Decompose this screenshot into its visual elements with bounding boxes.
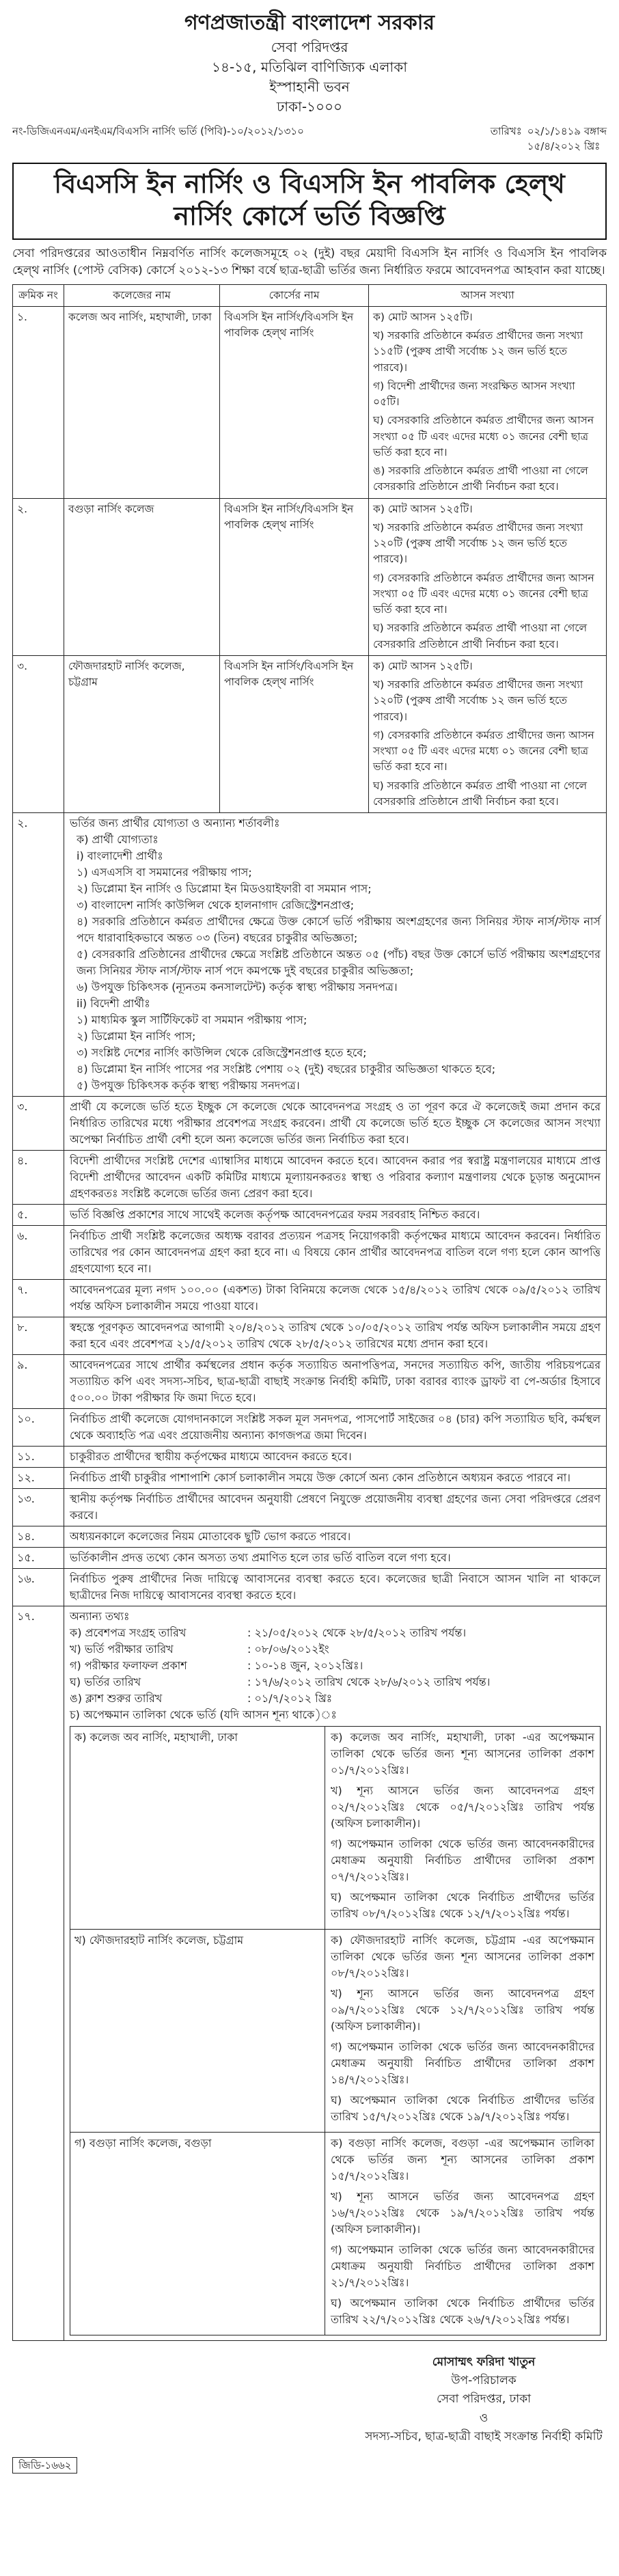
rule-text: ভর্তিকালীন প্রদত্ত তথ্যে কোন অসত্য তথ্য প্রমাণিত হলে তার ভর্তি বাতিল বলে গণ্য হবে। [70,1551,451,1564]
seat-line: গ) বিদেশী প্রার্থীদের জন্য সংরক্ষিত আসন সংখ্যা ০৫টি। [373,379,575,408]
memo-date [491,124,607,154]
rule-text: প্রার্থী যে কলেজে ভর্তি হতে ইচ্ছুক সে কলেজে থেকে আবেদনপত্র সংগ্রহ ও তা পূরণ করে ঐ কলেজেই জমা প্রদান করে নির্ধারিত তারিখের মধ্যে পরীক্ষার প্রবেশপত্র সংগ্রহ করবেন। প্রার্থী যে কলেজে ভর্তি হতে ইচ্ছুক সে কলেজের আসন সংখ্যা অপেক্ষা নির্বাচিত প্রার্থী বেশী হলে অন্য কলেজে ভর্তির জন্য নির্বাচিত করা হবে। [70,1100,601,1146]
headline-line-2: নার্সিং কোর্সে ভর্তি বিজ্ঞপ্তি [174,201,445,231]
rule-15 [12,1548,607,1569]
schedule-item [70,1658,601,1674]
row-course: বিএসসি ইন নার্সিং/বিএসসি ইন পাবলিক হেল্থ নার্সিং [220,306,369,498]
rule-6 [12,1226,607,1280]
table-row [13,498,607,655]
rule-number: ৭. [13,1280,64,1317]
memo-number: নং-ডিজিএনএম/এনইএম/বিএসসি নার্সিং ভর্তি (পিবি)-১০/২০১২/১৩১০ [12,124,304,137]
memo-row [12,124,607,154]
merit-item: ক) বগুড়া নার্সিং কলেজ, বগুড়া -এর অপেক্ষমান তালিকা থেকে ভর্তির জন্য শূন্য আসনের তালিকা প্রকাশ ১৫/৭/২০১২খ্রিঃ। [331,2137,594,2182]
merit-item: ঘ) অপেক্ষমান তালিকা থেকে নির্বাচিত প্রার্থীদের ভর্তির তারিখ ১৫/৭/২০১২খ্রিঃ থেকে ১৯/৭/২০১২খ্রিঃ পর্যন্ত। [331,2094,594,2123]
rule-line: ৫) বেসরকারি প্রতিষ্ঠানের প্রার্থীদের ক্ষেত্রে সংশ্লিষ্ট প্রতিষ্ঠানে অন্তত ০৫ (পাঁচ) বছর উক্ত কোর্সে ভর্তি পরীক্ষায় অংশগ্রহণের জন্য সিনিয়র স্টাফ নার্স/স্টাফ নার্স পদে কমপক্ষে দুই বছরের চাকুরীর অভিজ্ঞতা; [77,948,601,977]
merit-items [325,1727,600,1929]
signatory-and: ও [479,2411,489,2425]
rule-11 [12,1447,607,1468]
rule-line: ক) প্রার্থী যোগ্যতাঃ [77,833,159,846]
government-title: গণপ্রজাতন্ত্রী বাংলাদেশ সরকার [184,11,435,35]
rule-9 [12,1355,607,1409]
rule-2 [12,813,607,1097]
rule-13 [12,1489,607,1526]
merit-item: খ) শূন্য আসনে ভর্তির জন্য আবেদনপত্র গ্রহণ ০২/৭/২০১২খ্রিঃ থেকে ০৫/৭/২০১২খ্রিঃ তারিখ পর্যন্ত (অফিস চলাকালীন)। [331,1784,594,1830]
schedule-value: : ১৭/৬/২০১২ তারিখ থেকে ২৮/৬/২০১২ তারিখ পর্যন্ত। [247,1675,491,1688]
rule-17-schedule [12,1606,607,2341]
conditions-list [12,813,607,2341]
schedule-label: ক) প্রবেশপত্র সংগ্রহ তারিখ [70,1626,187,1639]
schedule-item [70,1674,601,1690]
header-college: কলেজের নাম [64,284,220,306]
table-row [13,655,607,812]
seat-line: ঘ) বেসরকারি প্রতিষ্ঠানে কর্মরত প্রার্থীদের জন্য আসন সংখ্যা ০৫ টি এবং এদের মধ্যে ০১ জনের বেশী ছাত্র ভর্তি করা হবে না। [373,414,594,458]
header-serial: ক্রমিক নং [13,284,64,306]
seat-line: ক) মোট আসন ১২৫টি। [373,659,473,672]
address-line-1: ১৪-১৫, মতিঝিল বাণিজ্যিক এলাকা [211,58,407,75]
address-line-2: ইস্পাহানী ভবন [269,78,350,95]
merit-item: খ) শূন্য আসনে ভর্তির জন্য আবেদনপত্র গ্রহণ ১৬/৭/২০১২খ্রিঃ থেকে ১৯/৭/২০১২খ্রিঃ তারিখ পর্যন্ত (অফিস চলাকালীন)। [331,2190,594,2236]
rule-number: ১৫. [13,1548,64,1568]
rule-text: নির্বাচিত প্রার্থী সংশ্লিষ্ট কলেজের অধ্যক্ষ বরাবর প্রত্যয়ন পত্রসহ নিয়োগকারী কর্তৃপক্ষের মাধ্যমে আবেদন করবেন। নির্ধারিত তারিখের পর কোন আবেদনপত্র গ্রহণ করা হবে না। এ বিষয়ে কোন প্রার্থীর আবেদনপত্র বাতিল বলে গণ্য হলে কোন আপত্তি গ্রহণযোগ্য হবে না। [70,1229,601,1275]
rule-number: ৮. [13,1317,64,1354]
rule-text: স্বহস্তে পূরণকৃত আবেদনপত্র আগামী ২০/৪/২০১২ তারিখ থেকে ১০/০৫/২০১২ তারিখ পর্যন্ত অফিস চলাকালীন সময়ে গ্রহণ করা হবে এবং প্রবেশপত্র ২১/৫/২০১২ তারিখ থেকে ২৮/৫/২০১২ তারিখের মধ্যে প্রদান করা হবে। [70,1321,601,1350]
rule-number: ৯. [13,1355,64,1408]
rule-number: ৪. [13,1151,64,1204]
seat-line: ঙ) সরকারি প্রতিষ্ঠানে কর্মরত প্রার্থী পাওয়া না গেলে বেসরকারি প্রতিষ্ঠানে প্রার্থী নির্বাচন করা হবে। [373,465,588,493]
rule-14 [12,1526,607,1548]
row-seats [369,655,607,812]
rule-5 [12,1205,607,1226]
seat-line: ক) মোট আসন ১২৫টি। [373,502,473,515]
seats-table-header [13,284,607,306]
merit-item: গ) অপেক্ষমান তালিকা থেকে ভর্তির জন্য আবেদনকারীদের মেধাক্রম অনুযায়ী নির্বাচিত প্রার্থীদের তালিকা প্রকাশ ০৭/৭/২০১২খ্রিঃ। [331,1837,594,1883]
rule-line: i) বাংলাদেশী প্রার্থীঃ [77,849,163,862]
row-serial: ১. [13,306,64,498]
rule-16 [12,1569,607,1606]
merit-item: ক) কলেজ অব নার্সিং, মহাখালী, ঢাকা -এর অপেক্ষমান তালিকা থেকে ভর্তির জন্য শূন্য আসনের তালিকা প্রকাশ ০১/৭/২০১২খ্রিঃ। [331,1731,594,1777]
row-course: বিএসসি ইন নার্সিং/বিএসসি ইন পাবলিক হেল্থ নার্সিং [220,655,369,812]
row-seats [369,306,607,498]
rule-number: ২. [13,813,64,1096]
notice-page [12,0,607,2474]
schedule-label: খ) ভর্তি পরীক্ষার তারিখ [70,1643,174,1656]
memo-date-bangla: ০২/১/১৪১৯ বঙ্গাব্দ [527,124,607,137]
seat-line: গ) বেসরকারি প্রতিষ্ঠানে কর্মরত প্রার্থীদের জন্য আসন সংখ্যা ০৫ টি এবং এদের মধ্যে ০১ জনের বেশী ছাত্র ভর্তি করা হবে না। [373,571,594,616]
merit-table [70,1726,601,2335]
rule-text: বিদেশী প্রার্থীদের সংশ্লিষ্ট দেশের এ্যাম্বাসির মাধ্যমে আবেদন করতে হবে। আবেদন করার পর স্বরাষ্ট্র মন্ত্রণালয়ের মাধ্যমে প্রাপ্ত বিদেশী প্রার্থীদের আবেদন একটি কমিটির মাধ্যমে মূল্যায়নকরতঃ স্বাস্থ্য ও পরিবার কল্যাণ মন্ত্রণালয় থেকে চূড়ান্ত অনুমোদন গ্রহণকরতঃ সংশ্লিষ্ট কলেজে ভর্তির জন্য প্রেরণ করা হবে। [70,1154,601,1200]
rule-text: অধ্যয়নকালে কলেজের নিয়ম মোতাবেক ছুটি ভোগ করতে পারবে। [70,1530,351,1543]
merit-item: গ) অপেক্ষমান তালিকা থেকে ভর্তির জন্য আবেদনকারীদের মেধাক্রম অনুযায়ী নির্বাচিত প্রার্থীদের তালিকা প্রকাশ ১৪/৭/২০১২খ্রিঃ। [331,2040,594,2086]
merit-items [325,1930,600,2132]
rule-number: ১৪. [13,1526,64,1547]
footer-reference: জিডি-১৬৬২ [12,2457,77,2474]
intro-paragraph: সেবা পরিদপ্তরের আওতাধীন নিম্নবর্ণিত নার্সিং কলেজসমূহে ০২ (দুই) বছর মেয়াদী বিএসসি ইন নার্সিং ও বিএসসি ইন পাবলিক হেল্থ নার্সিং (পোস্ট বেসিক) কোর্সে ২০১২-১৩ শিক্ষা বর্ষে ছাত্র-ছাত্রী ভর্তির জন্য নির্ধারিত ফরমে আবেদনপত্র আহবান করা যাচ্ছে। [12,246,607,277]
row-serial: ৩. [13,655,64,812]
rule-line: ৫) উপযুক্ত চিকিৎসক কর্তৃক স্বাস্থ্য পরীক্ষায় সনদপত্র। [77,1079,300,1092]
merit-item: ঘ) অপেক্ষমান তালিকা থেকে নির্বাচিত প্রার্থীদের ভর্তির তারিখ ০৮/৭/২০১২খ্রিঃ থেকে ১২/৭/২০১২খ্রিঃ পর্যন্ত। [331,1891,594,1920]
merit-college: খ) ফৌজদারহাট নার্সিং কলেজ, চট্টগ্রাম [70,1930,325,2132]
schedule-value: : ১০-১৪ জুন, ২০১২খ্রিঃ। [247,1659,363,1672]
rule-text: ভর্তি বিজ্ঞপ্তি প্রকাশের সাথে সাথেই কলেজ কর্তৃপক্ষ আবেদনপত্রের ফরম সরবরাহ নিশ্চিত করবে। [70,1208,480,1221]
rule-number: ৩. [13,1097,64,1150]
schedule-value: : ২১/০৫/২০১২ থেকে ২৮/৫/২০১২ তারিখ পর্যন্ত। [247,1626,467,1639]
rule-text: স্থানীয় কর্তৃপক্ষ নির্বাচিত প্রার্থীদের আবেদন অনুযায়ী প্রেষণে নিযুক্তে প্রয়োজনীয় ব্যবস্থা গ্রহণের জন্য সেবা পরিদপ্তরে প্রেরণ করবে। [70,1492,601,1522]
rule-3 [12,1097,607,1151]
row-college: কলেজ অব নার্সিং, মহাখালী, ঢাকা [64,306,220,498]
schedule-block [64,1606,606,2340]
seat-line: ঘ) সরকারি প্রতিষ্ঠানে কর্মরত প্রার্থী পাওয়া না গেলে বেসরকারি প্রতিষ্ঠানে প্রার্থী নির্বাচন করা হবে। [373,779,588,808]
rule-line: ৬) উপযুক্ত চিকিৎসক (ন্যূনতম কনসালটেন্ট) কর্তৃক স্বাস্থ্য পরীক্ষায় সনদপত্র। [77,981,398,994]
department-name: সেবা পরিদপ্তর [271,38,348,55]
rule-number: ১০. [13,1409,64,1446]
merit-item: ক) ফৌজদারহাট নার্সিং কলেজ, চট্টগ্রাম -এর অপেক্ষমান তালিকা থেকে ভর্তির জন্য শূন্য আসনের তালিকা প্রকাশ ০৮/৭/২০১২খ্রিঃ। [331,1934,594,1979]
row-college: ফৌজদারহাট নার্সিং কলেজ, চট্টগ্রাম [64,655,220,812]
memo-date-english: ১৫/৪/২০১২ খ্রিঃ [527,140,601,152]
signatory-designation: উপ-পরিচালক [451,2374,517,2388]
schedule-title: অন্যান্য তথ্যঃ [70,1610,130,1623]
seat-line: ঘ) সরকারি প্রতিষ্ঠানে কর্মরত প্রার্থী পাওয়া না গেলে বেসরকারি প্রতিষ্ঠানে প্রার্থী নির্বাচন করা হবে। [373,622,588,650]
rule-line: ৪) ডিপ্লোমা ইন নার্সিং পাসের পর সংশ্লিষ্ট পেশায় ০২ (দুই) বছরের চাকুরীর অভিজ্ঞতা থাকতে হবে; [77,1063,496,1075]
rule-number: ১৬. [13,1569,64,1606]
rule-12 [12,1468,607,1489]
merit-item: গ) অপেক্ষমান তালিকা থেকে ভর্তির জন্য আবেদনকারীদের মেধাক্রম অনুযায়ী নির্বাচিত প্রার্থীদের তালিকা প্রকাশ ২১/৭/২০১২খ্রিঃ। [331,2243,594,2289]
row-seats [369,498,607,655]
merit-row [70,1727,600,1929]
rule-7 [12,1280,607,1317]
memo-date-values [527,124,607,154]
schedule-label: ঙ) ক্লাশ শুরুর তারিখ [70,1692,163,1705]
headline-line-1: বিএসসি ইন নার্সিং ও বিএসসি ইন পাবলিক হেল্থ [54,168,565,199]
rule-number: ১৩. [13,1489,64,1526]
address-line-3: ঢাকা-১০০০ [276,98,343,115]
seat-line: গ) বেসরকারি প্রতিষ্ঠানে কর্মরত প্রার্থীদের জন্য আসন সংখ্যা ০৫ টি এবং এদের মধ্যে ০১ জনের বেশী ছাত্র ভর্তি করা হবে না। [373,728,594,773]
schedule-value: : ০১/৭/২০১২ খ্রিঃ [247,1692,333,1705]
rule-text [64,813,606,1096]
seat-line: ক) মোট আসন ১২৫টি। [373,310,473,323]
seat-line: খ) সরকারি প্রতিষ্ঠানে কর্মরত প্রার্থীদের জন্য সংখ্যা ১১৫টি (পুরুষ প্রার্থী সর্বোচ্চ ১২ জন ভর্তি হতে পারবে)। [373,329,583,374]
merit-item: খ) শূন্য আসনে ভর্তির জন্য আবেদনপত্র গ্রহণ ০৯/৭/২০১২খ্রিঃ থেকে ১২/৭/২০১২খ্রিঃ তারিখ পর্যন্ত (অফিস চলাকালীন)। [331,1987,594,2033]
rule-number: ৫. [13,1205,64,1225]
rule-text: আবেদনপত্রের সাথে প্রার্থীর কর্মস্থলের প্রধান কর্তৃক সত্যায়িত অনাপত্তিপত্র, সনদের সত্যায়িত কপি, জাতীয় পরিচয়পত্রের সত্যায়িত কপি এবং সদস্য-সচিব, ছাত্র-ছাত্রী বাছাই সংক্রান্ত নির্বাহী কমিটি, ঢাকা বরাবর ব্যাংক ড্রাফট বা পে-অর্ডার হিসাবে ৫০০.০০ টাকা পরীক্ষার ফি জমা দিতে হবে। [70,1358,601,1404]
letterhead [12,10,607,117]
seats-table [12,284,607,814]
rule-text: চাকুরীরত প্রার্থীদের স্থায়ীয় কর্তৃপক্ষের মাধ্যমে আবেদন করতে হবে। [70,1450,352,1463]
rule-line: ১) মাধ্যমিক স্কুল সার্টিফিকেট বা সমমান পরীক্ষায় পাস; [77,1013,307,1026]
rule-text: নির্বাচিত পুরুষ প্রার্থীদের নিজ দায়িত্বে আবাসনের ব্যবস্থা করতে হবে। কলেজের ছাত্রী নিবাসে আসন খালি না থাকলে ছাত্রীদের নিজ দায়িত্বে আবাসনের ব্যবস্থা করতে হবে। [70,1572,601,1602]
schedule-value: : ০৮/০৬/২০১২ইং [247,1643,329,1656]
memo-date-label: তারিখঃ [490,124,522,137]
rule-line: ২) ডিপ্লোমা ইন নার্সিং ও ডিপ্লোমা ইন মিডওয়াইফারী বা সমমান পাস; [77,882,372,895]
row-serial: ২. [13,498,64,655]
seat-line: খ) সরকারি প্রতিষ্ঠানে কর্মরত প্রার্থীদের জন্য সংখ্যা ১২০টি (পুরুষ প্রার্থী সর্বোচ্চ ১২ জন ভর্তি হতে পারবে)। [373,521,583,566]
rule-line: ১) এসএসসি বা সমমানের পরীক্ষায় পাস; [77,866,252,879]
schedule-item [70,1641,601,1658]
rule-8 [12,1317,607,1355]
merit-title: চ) অপেক্ষমান তালিকা থেকে ভর্তি (যদি আসন শূন্য থাকে)ঃ [70,1708,337,1721]
rule-text: নির্বাচিত প্রার্থী কলেজে যোগদানকালে সংশ্লিষ্ট সকল মূল সনদপত্র, পাসপোর্ট সাইজের ০৪ (চার) কপি সত্যায়িত ছবি, কর্মস্থল থেকে অব্যাহতি পত্র এবং প্রয়োজনীয় অন্যান্য কাগজপত্র জমা দিবেন। [70,1412,601,1442]
merit-college: ক) কলেজ অব নার্সিং, মহাখালী, ঢাকা [70,1727,325,1929]
header-seats: আসন সংখ্যা [369,284,607,306]
rule-text: নির্বাচিত প্রার্থী চাকুরীর পাশাপাশি কোর্স চলাকালীন সময়ে উক্ত কোর্সে অন্য কোন প্রতিষ্ঠানে অধ্যয়ন করতে পারবে না। [70,1471,571,1484]
merit-row [70,2132,600,2335]
schedule-label: গ) পরীক্ষার ফলাফল প্রকাশ [70,1659,187,1672]
signature-block [361,2353,607,2446]
schedule-item [70,1625,601,1641]
rule-4 [12,1151,607,1205]
schedule-item [70,1690,601,1707]
rule-number: ১১. [13,1447,64,1467]
rule-line: ভর্তির জন্য প্রার্থীর যোগ্যতা ও অন্যান্য শর্তাবলীঃ [70,817,280,830]
rule-line: ৪) সরকারি প্রতিষ্ঠানে কর্মরত প্রার্থীদের ক্ষেত্রে উক্ত কোর্সে ভর্তি পরীক্ষায় অংশগ্রহণের জন্য সিনিয়র স্টাফ নার্স/স্টাফ নার্স পদে ধারাবাহিকভাবে অন্তত ০৩ (তিন) বছরের চাকুরীর অভিজ্ঞতা; [77,915,601,944]
merit-college: গ) বগুড়া নার্সিং কলেজ, বগুড়া [70,2133,325,2335]
rule-number: ১৭. [13,1606,64,2340]
table-row [13,306,607,498]
rule-10 [12,1409,607,1447]
signatory-office: সেবা পরিদপ্তর, ঢাকা [436,2392,532,2407]
headline-box [12,163,607,240]
rule-number: ৬. [13,1226,64,1279]
footer-ref-wrap [12,2456,607,2474]
row-college: বগুড়া নার্সিং কলেজ [64,498,220,655]
row-course: বিএসসি ইন নার্সিং/বিএসসি ইন পাবলিক হেল্থ নার্সিং [220,498,369,655]
rule-line: ৩) সংশ্লিষ্ট দেশের নার্সিং কাউন্সিল থেকে রেজিস্ট্রেশনপ্রাপ্ত হতে হবে; [77,1046,367,1059]
header-course: কোর্সের নাম [220,284,369,306]
signatory-committee: সদস্য-সচিব, ছাত্র-ছাত্রী বাছাই সংক্রান্ত নির্বাহী কমিটি [365,2429,603,2443]
rule-number: ১২. [13,1468,64,1488]
merit-item: ঘ) অপেক্ষমান তালিকা থেকে নির্বাচিত প্রার্থীদের ভর্তির তারিখ ২২/৭/২০১২খ্রিঃ থেকে ২৬/৭/২০১২খ্রিঃ পর্যন্ত। [331,2297,594,2326]
rule-text: আবেদনপত্রের মূল্য নগদ ১০০.০০ (একশত) টাকা বিনিময়ে কলেজ থেকে ১৫/৪/২০১২ তারিখ থেকে ০৯/৫/২০১২ তারিখ পর্যন্ত অফিস চলাকালীন সময়ে পাওয়া যাবে। [70,1283,601,1313]
merit-row [70,1929,600,2132]
signatory-name: মোসাম্মৎ ফরিদা খাতুন [432,2355,536,2369]
seat-line: খ) সরকারি প্রতিষ্ঠানে কর্মরত প্রার্থীদের জন্য সংখ্যা ১২০টি (পুরুষ প্রার্থী সর্বোচ্চ ১২ জন ভর্তি হতে পারবে)। [373,679,583,723]
schedule-label: ঘ) ভর্তির তারিখ [70,1675,141,1688]
rule-line: ৩) বাংলাদেশ নার্সিং কাউন্সিল থেকে হালনাগাদ রেজিস্ট্রেশনপ্রাপ্ত; [77,899,355,912]
merit-items [325,2133,600,2335]
rule-line: ii) বিদেশী প্রার্থীঃ [77,997,150,1010]
rule-line: ২) ডিপ্লোমা ইন নার্সিং পাস; [77,1030,196,1043]
